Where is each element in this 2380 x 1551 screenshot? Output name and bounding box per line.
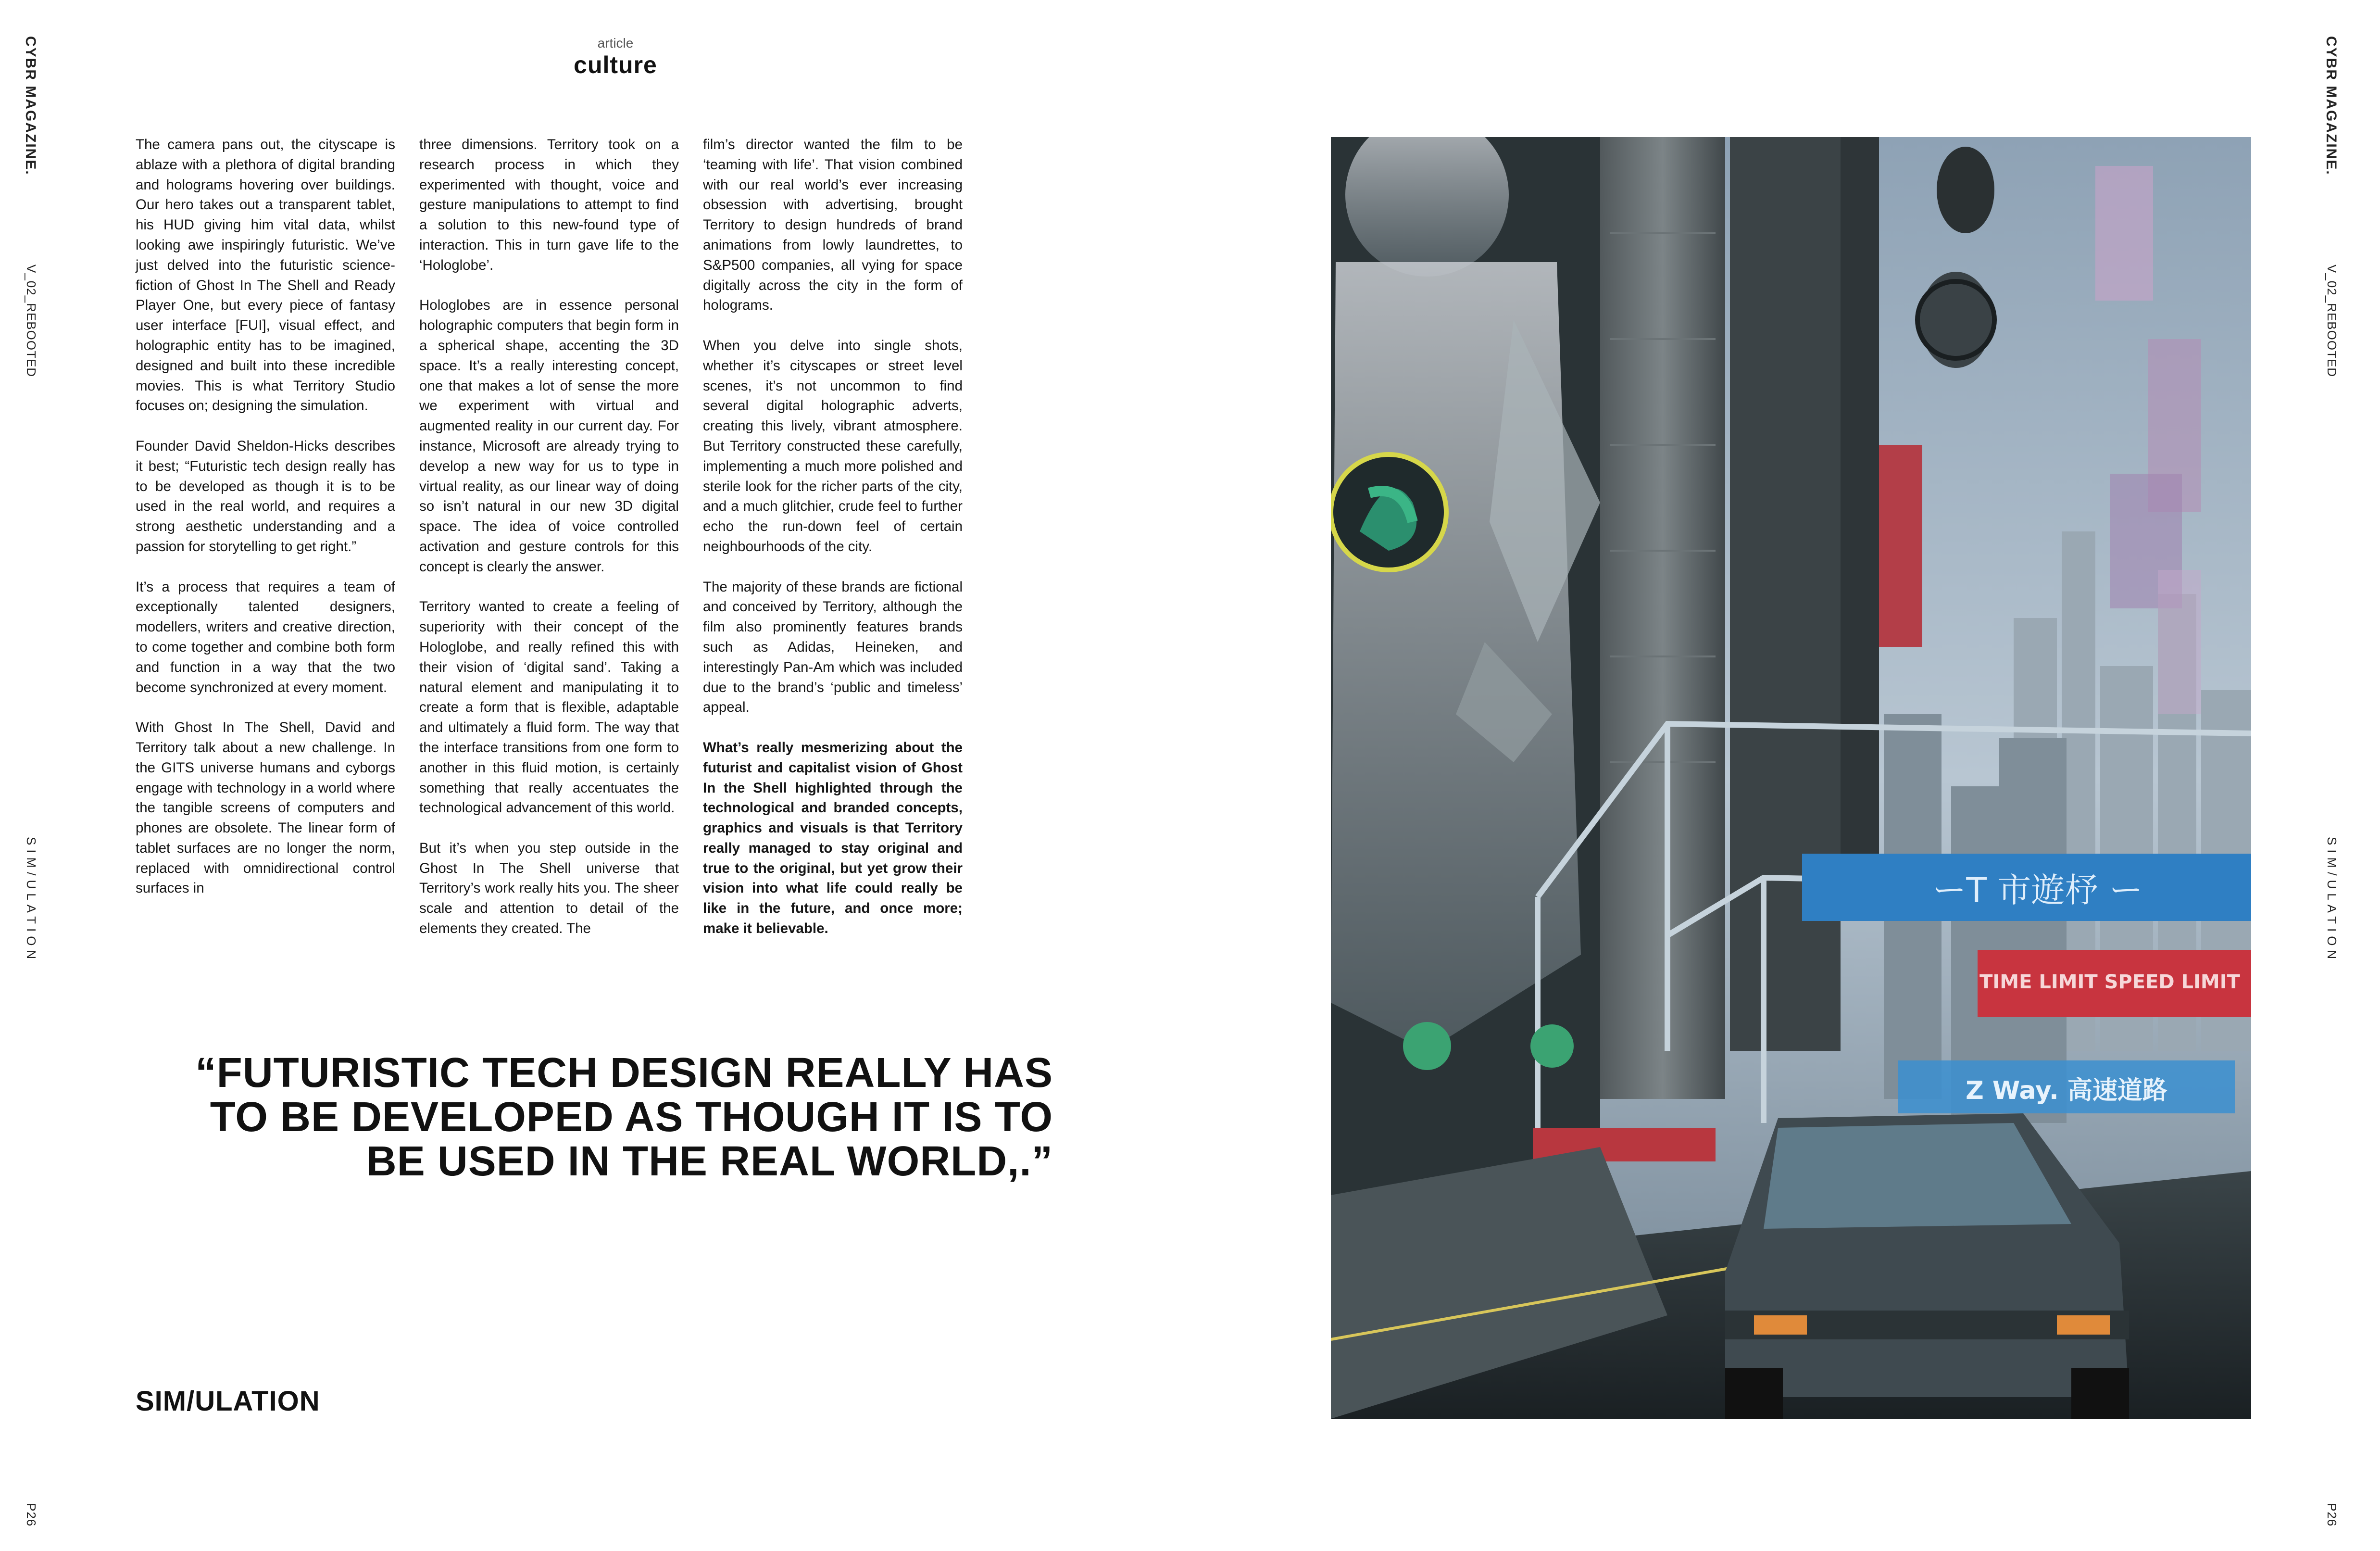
hero-image bbox=[1331, 137, 2251, 1419]
closing-paragraph: What’s really mesmerizing about the futurist and capitalist vision of Ghost In the Shell highlighted through the technological and branded concepts, graphics and visuals is that Territory really managed to stay original and true to the original, but yet grow their vision into what life could really be like in the future, and once more; make it believable. bbox=[703, 739, 963, 937]
section-header bbox=[539, 35, 692, 78]
volume-label: V_02_REBOOTED bbox=[24, 265, 38, 378]
red-vertical-panel bbox=[1879, 445, 1922, 647]
page-number-right: P26 bbox=[2325, 1503, 2339, 1527]
magazine-brand: CYBR MAGAZINE. bbox=[23, 36, 38, 176]
left-side-rail bbox=[22, 0, 55, 1551]
tower-edge bbox=[1841, 137, 1879, 907]
city-scene-illustration bbox=[1331, 137, 2251, 1419]
magazine-brand-right: CYBR MAGAZINE. bbox=[2323, 36, 2339, 176]
paragraph: When you delve into single shots, whether it’s cityscapes or street level scenes, it’s not uncommon to find several digital holographic adverts, creating this lively, vibrant atmosphere. But Territory constructed these carefully, implementing a much more polished and sterile look for the richer parts of the city, and a much glitchier, crude feel to further echo the run-down feel of certain neighbourhoods of the city. bbox=[703, 337, 963, 555]
page-number: P26 bbox=[24, 1503, 38, 1527]
paragraph: The camera pans out, the cityscape is ablaze with a plethora of digital branding and holograms hovering over buildings. Our hero takes out a transparent tablet, his HUD giving him vital data, whilst looking awe inspiringly futuristic. We’ve just delved into the futuristic science-fiction of Ghost In The Shell and Ready Player One, but every piece of fantasy user interface [FUI], visual effect, and holographic entity has to be imagined, designed and built into these incredible movies. This is what Territory Studio focuses on; designing the simulation. bbox=[136, 137, 395, 414]
article-column-2 bbox=[419, 135, 679, 939]
section-tag-right: SIM/ULATION bbox=[2325, 837, 2339, 964]
red-banner-text: TIME LIMIT SPEED LIMIT bbox=[1979, 971, 2240, 993]
lower-blue-banner-text: Z Way. 高速道路 bbox=[1966, 1076, 2167, 1105]
paragraph: The majority of these brands are fictional and conceived by Territory, although the film also prominently features brands such as Adidas, Heineken, and interestingly Pan-Am which was included due to the brand’s ‘public and timeless’ appeal. bbox=[703, 579, 963, 716]
green-sign-icon bbox=[1403, 1022, 1451, 1070]
article-column-1 bbox=[136, 135, 395, 898]
paragraph: It’s a process that requires a team of exceptionally talented designers, modellers, writers and creative direction, to come together and combine both form and function in a way that the two become synchronized at every moment. bbox=[136, 579, 395, 695]
section-title: culture bbox=[574, 51, 657, 78]
section-footer: SIM/ULATION bbox=[136, 1386, 320, 1417]
paragraph: But it’s when you step outside in the Ghost In The Shell universe that Territory’s work really hits you. The sheer scale and attention to detail of the elements they created. The bbox=[419, 840, 679, 937]
tower-center bbox=[1600, 137, 1725, 1099]
paragraph: Territory wanted to create a feeling of superiority with their concept of the Hologlobe, and really refined this with their vision of ‘digital sand’. Taking a natural element and manipulating it to create a form that is flexible, adaptable and ultimately a fluid form. The way that the interface transitions from one form to another in this fluid motion, is certainly something that really accentuates the technological advancement of this world. bbox=[419, 599, 679, 816]
paragraph: Founder David Sheldon-Hicks describes it best; “Futuristic tech design really has to be developed as though it is to be used in the real world, and requires a strong aesthetic understanding and a passion for storytelling to get right.” bbox=[136, 438, 395, 555]
pull-quote: “FUTURISTIC TECH DESIGN REALLY HAS TO BE DEVELOPED AS THOUGH IT IS TO BE USED IN THE REAL WORLD,.” bbox=[195, 1049, 1053, 1185]
green-sign-icon-2 bbox=[1530, 1024, 1574, 1068]
section-tag: SIM/ULATION bbox=[24, 837, 38, 964]
volume-label-right: V_02_REBOOTED bbox=[2325, 265, 2339, 378]
paragraph: three dimensions. Territory took on a research process in which they experimented with thought, voice and gesture manipulations to attempt to find a solution to this new-found type of interaction. This in turn gave life to the ‘Hologlobe’. bbox=[419, 137, 679, 273]
blue-banner-text: ーT 市遊杼 ー bbox=[1932, 870, 2143, 910]
article-column-3 bbox=[703, 135, 963, 939]
paragraph: film’s director wanted the film to be ‘teaming with life’. That vision combined with our real world’s ever increasing obsession with advertising, brought Territory to design hundreds of brand animations from lowly laundrettes, to S&P500 companies, all vying for space digitally across the city in the form of holograms. bbox=[703, 137, 963, 314]
section-kicker: article bbox=[597, 36, 634, 50]
right-side-rail bbox=[2322, 0, 2356, 1551]
paragraph: With Ghost In The Shell, David and Territory talk about a new challenge. In the GITS universe humans and cyborgs engage with technology in a world where the tangible screens of computers and phones are obsolete. The linear form of tablet surfaces are no longer the norm, replaced with omnidirectional control surfaces in bbox=[136, 719, 395, 896]
paragraph: Hologlobes are in essence personal holographic computers that begin form in a spherical shape, accenting the 3D space. It’s a really interesting concept, one that makes a lot of sense the more we experiment with virtual and augmented reality in our current day. For instance, Microsoft are already trying to develop a new way for us to type in virtual reality, as our linear way of doing so isn’t natural in our new 3D digital space. The idea of voice controlled activation and gesture controls for this concept is clearly the answer. bbox=[419, 297, 679, 575]
